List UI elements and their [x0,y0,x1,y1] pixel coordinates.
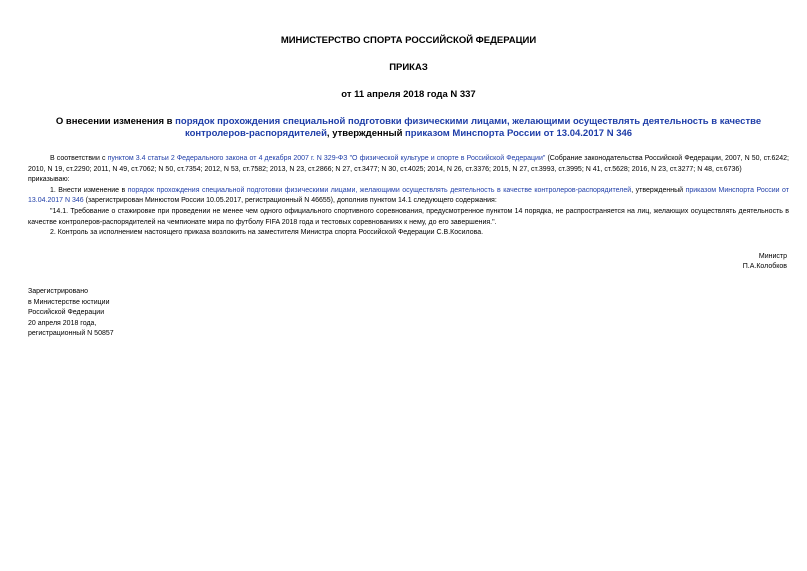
registration-line: регистрационный N 50857 [28,330,114,338]
title-procedure-link[interactable]: порядок прохождения специальной подготовки физическими лицами, желающими осуществлять деятельность в качестве контролеров-распорядителей [175,116,762,139]
item-1-order-link[interactable]: приказом Минспорта России от 13.04.2017 N 346 [28,186,789,205]
item-1-procedure-link[interactable]: порядок прохождения специальной подготовки физическими лицами, желающими осуществлять деятельность в качестве контролеров-распорядителей [127,186,632,194]
signature-name: П.А.Колобков [742,263,787,271]
registration-line: Российской Федерации [28,309,105,317]
title-prefix: О внесении изменения в [55,116,176,127]
title-middle: , утвержденный [326,128,406,139]
preamble-paragraph [28,154,789,175]
item-1-quote: "14.1. Требование о стажировке при проведении не менее чем одного официального спортивного соревнования, предусмотренное пунктом 14 порядка, не распространяется на лиц, желающих осуществлять деятельность в качестве контролеров-распорядителей на чемпионате мира по футболу FIFA 2018 года и тестовых соревнованиях к нему, до его завершения.". [28,207,789,226]
item-1-text-1: 1. Внести изменение в [50,186,128,194]
preamble-text-1: В соответствии с [50,155,108,162]
order-word: приказываю: [28,176,70,184]
document-title [28,116,789,140]
document-body [28,154,789,239]
registration-line: 20 апреля 2018 года, [28,319,97,327]
ministry-heading: МИНИСТЕРСТВО СПОРТА РОССИЙСКОЙ ФЕДЕРАЦИИ [280,35,537,46]
item-1-text-2: , утвержденный [631,186,686,194]
item-2-paragraph: 2. Контроль за исполнением настоящего приказа возложить на заместителя Министра спорта Российской Федерации С.В.Косилова. [50,229,484,237]
item-1-text-3: (зарегистрирован Минюстом России 10.05.2017, регистрационный N 46655), дополнив пунктом 14.1 следующего содержания: [83,197,497,205]
federal-law-link[interactable]: пунктом 3.4 статьи 2 Федерального закона от 4 декабря 2007 г. N 329-ФЗ "О физической культуре и спорте в Российской Федерации" [107,155,546,162]
date-number-heading: от 11 апреля 2018 года N 337 [341,89,476,100]
registration-line: Зарегистрировано [28,287,88,295]
registration-line: в Министерстве юстиции [28,298,110,306]
title-order-link[interactable]: приказом Минспорта России от 13.04.2017 N 346 [405,128,633,139]
registration-block [28,287,789,340]
item-1-paragraph [28,186,789,207]
signature-position: Министр [758,252,787,260]
doc-type-heading: ПРИКАЗ [389,62,428,73]
signature-block [28,252,789,273]
preamble-text-2: (Собрание законодательства Российской Федерации, 2007, N 50, ст.6242; 2010, N 19, ст.2290; 2011, N 49, ст.7062; N 50, ст.7354; 2012, N 53, ст.7582; 2013, N 23, ст.2866; N 27, ст.3477; N 30, ст.4025; 2014, N 26, ст.3376; 2015, N 27, ст.3993, ст.3995; N 41, ст.5628; 2016, N 23, ст.3277; N 48, ст.6736) [28,155,789,173]
